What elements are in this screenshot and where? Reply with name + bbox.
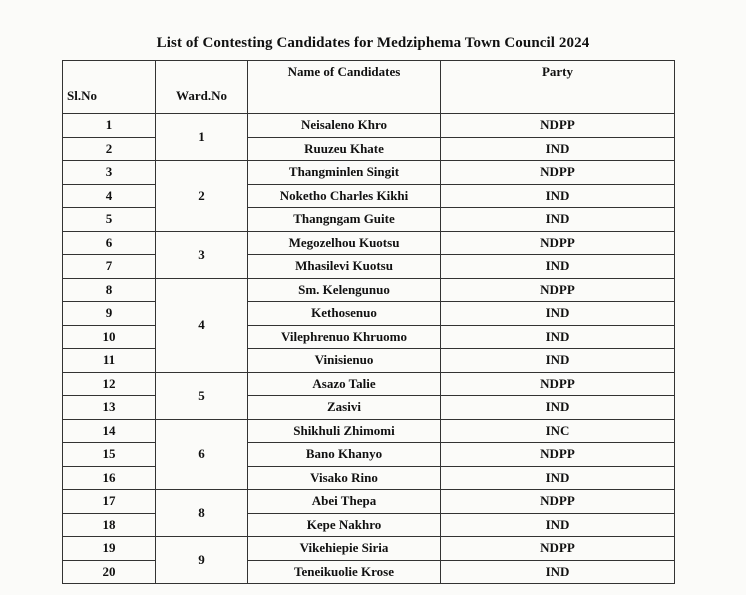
candidate-name-cell: Shikhuli Zhimomi: [248, 419, 441, 443]
sl-no-cell: 7: [63, 255, 156, 279]
ward-no-cell: 6: [156, 419, 248, 490]
sl-no-cell: 18: [63, 513, 156, 537]
sl-no-cell: 13: [63, 396, 156, 420]
party-cell: IND: [441, 513, 675, 537]
table-row: [63, 560, 675, 584]
sl-no-cell: 1: [63, 114, 156, 138]
table-row: [63, 372, 675, 396]
candidate-name-cell: Vikehiepie Siria: [248, 537, 441, 561]
party-cell: NDPP: [441, 372, 675, 396]
party-cell: NDPP: [441, 443, 675, 467]
candidate-name-cell: Mhasilevi Kuotsu: [248, 255, 441, 279]
sl-no-cell: 8: [63, 278, 156, 302]
table-row: [63, 302, 675, 326]
candidate-name-cell: Ruuzeu Khate: [248, 137, 441, 161]
party-cell: IND: [441, 396, 675, 420]
table-row: [63, 443, 675, 467]
table-row: [63, 208, 675, 232]
party-cell: NDPP: [441, 231, 675, 255]
table-row: [63, 184, 675, 208]
table-row: [63, 137, 675, 161]
candidate-name-cell: Bano Khanyo: [248, 443, 441, 467]
header-row: [63, 61, 675, 114]
party-cell: IND: [441, 184, 675, 208]
candidates-table: [62, 60, 675, 584]
party-cell: NDPP: [441, 537, 675, 561]
ward-no-cell: 1: [156, 114, 248, 161]
sl-no-cell: 2: [63, 137, 156, 161]
table-row: [63, 231, 675, 255]
table-body: [63, 114, 675, 584]
sl-no-cell: 6: [63, 231, 156, 255]
party-cell: IND: [441, 302, 675, 326]
ward-no-cell: 8: [156, 490, 248, 537]
party-cell: NDPP: [441, 278, 675, 302]
sl-no-cell: 12: [63, 372, 156, 396]
candidate-name-cell: Sm. Kelengunuo: [248, 278, 441, 302]
candidate-name-cell: Visako Rino: [248, 466, 441, 490]
ward-no-cell: 4: [156, 278, 248, 372]
party-cell: IND: [441, 560, 675, 584]
header-ward-no: Ward.No: [156, 61, 248, 114]
ward-no-cell: 5: [156, 372, 248, 419]
header-sl-no: Sl.No: [63, 61, 156, 114]
party-cell: IND: [441, 208, 675, 232]
candidate-name-cell: Zasivi: [248, 396, 441, 420]
table-row: [63, 349, 675, 373]
candidate-name-cell: Kepe Nakhro: [248, 513, 441, 537]
candidate-name-cell: Thangminlen Singit: [248, 161, 441, 185]
sl-no-cell: 15: [63, 443, 156, 467]
document-title: List of Contesting Candidates for Medziphema Town Council 2024: [156, 35, 590, 51]
ward-no-cell: 3: [156, 231, 248, 278]
party-cell: NDPP: [441, 490, 675, 514]
candidate-name-cell: Noketho Charles Kikhi: [248, 184, 441, 208]
table-row: [63, 537, 675, 561]
party-cell: IND: [441, 349, 675, 373]
sl-no-cell: 14: [63, 419, 156, 443]
party-cell: INC: [441, 419, 675, 443]
sl-no-cell: 11: [63, 349, 156, 373]
candidate-name-cell: Megozelhou Kuotsu: [248, 231, 441, 255]
sl-no-cell: 19: [63, 537, 156, 561]
table-row: [63, 255, 675, 279]
candidate-name-cell: Vinisienuo: [248, 349, 441, 373]
table-row: [63, 161, 675, 185]
party-cell: NDPP: [441, 114, 675, 138]
party-cell: IND: [441, 325, 675, 349]
candidate-name-cell: Vilephrenuo Khruomo: [248, 325, 441, 349]
header-name: Name of Candidates: [248, 61, 441, 114]
candidate-name-cell: Kethosenuo: [248, 302, 441, 326]
table-row: [63, 396, 675, 420]
sl-no-cell: 20: [63, 560, 156, 584]
candidate-name-cell: Neisaleno Khro: [248, 114, 441, 138]
table-row: [63, 513, 675, 537]
sl-no-cell: 10: [63, 325, 156, 349]
header-party: Party: [441, 61, 675, 114]
sl-no-cell: 5: [63, 208, 156, 232]
sl-no-cell: 16: [63, 466, 156, 490]
table-row: [63, 114, 675, 138]
candidate-name-cell: Asazo Talie: [248, 372, 441, 396]
sl-no-cell: 4: [63, 184, 156, 208]
table-row: [63, 278, 675, 302]
ward-no-cell: 2: [156, 161, 248, 232]
table-row: [63, 419, 675, 443]
party-cell: NDPP: [441, 161, 675, 185]
ward-no-cell: 9: [156, 537, 248, 584]
table-row: [63, 490, 675, 514]
candidate-name-cell: Thangngam Guite: [248, 208, 441, 232]
party-cell: IND: [441, 255, 675, 279]
party-cell: IND: [441, 137, 675, 161]
sl-no-cell: 17: [63, 490, 156, 514]
candidate-name-cell: Teneikuolie Krose: [248, 560, 441, 584]
candidate-name-cell: Abei Thepa: [248, 490, 441, 514]
sl-no-cell: 9: [63, 302, 156, 326]
party-cell: IND: [441, 466, 675, 490]
sl-no-cell: 3: [63, 161, 156, 185]
table-row: [63, 466, 675, 490]
table-row: [63, 325, 675, 349]
